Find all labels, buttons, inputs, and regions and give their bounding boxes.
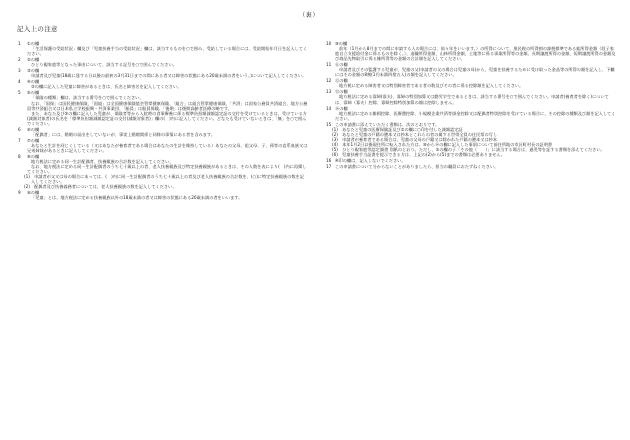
note-subitem: (2) 配偶者及び扶養義務者については、老人扶養親族の数を記入してください。 bbox=[24, 184, 177, 190]
note-subitem: (5) ひとり親家庭等認定調書 別紙のとおり。ただし、②の欄の子「その他（ ）」に該当する場合は、過児等を証する書類を添えてください。 bbox=[332, 146, 605, 152]
note-item bbox=[326, 41, 616, 62]
note-heading: ⑭の欄 bbox=[335, 105, 348, 111]
note-item bbox=[326, 106, 616, 122]
note-heading: この申請書について分からないことがありましたら、担当の職員におたずねください。 bbox=[335, 164, 499, 170]
note-heading: ⑩の欄 bbox=[335, 41, 348, 46]
note-number: 7 bbox=[18, 137, 21, 143]
note-paragraph: 前年（1月から8月までの間に申請する人の場合には、前々年をいいます。）の所得について、黒民税の所得割の課税標準である総所得金額（段子家庭自立支援給付金に係るものを除く。）、退職所得金額、山林所得金額、土地等に係る事業所得等の金額、長期譲渡所得の金額、短期譲渡所得の金額及び商品先物取引に係る雑所得等の金額の合計額を記入してください。 bbox=[335, 46, 616, 62]
note-heading: ※印の欄は、記入しないでください。 bbox=[335, 158, 406, 164]
note-paragraph: なお、地方税法に定める同一生計配偶者のうち七十歳以上の者、老人扶養親族及び特定扶養親族があるときは、その人数を表により( )内に再掲してください。 bbox=[27, 164, 307, 175]
note-paragraph: また、あなた及び③の欄に記入した児童が、保険者等から入院時の食事療養に係る標準負担額減額認定証の交付を受けているときは、受けている方(減額対象者)の氏名を「標準負担額減額認定証の交付(減額対象者)」欄の( )内に記入してください。どなたも受けていないときは、「無」を○で囲んでください。 bbox=[27, 110, 307, 126]
note-number: 1 bbox=[18, 41, 21, 46]
note-item bbox=[18, 90, 308, 126]
note-heading: ⑪の欄 bbox=[335, 62, 348, 68]
note-number: 8 bbox=[18, 153, 21, 159]
note-paragraph: 地方税に定める障害者又は特別障害者である者の数及びその者に係る控除額を記入してください。 bbox=[339, 83, 524, 89]
note-heading: ⑦の欄 bbox=[27, 137, 40, 143]
note-heading: ①の欄 bbox=[27, 41, 40, 46]
note-number: 16 bbox=[326, 158, 332, 164]
note-item bbox=[18, 190, 308, 201]
note-number: 5 bbox=[18, 90, 21, 96]
note-number: 13 bbox=[326, 89, 332, 95]
note-number: 3 bbox=[18, 68, 21, 74]
note-number: 9 bbox=[18, 190, 21, 196]
note-item bbox=[18, 154, 308, 190]
note-number: 4 bbox=[18, 79, 21, 85]
page-side-label: （裏） bbox=[299, 12, 320, 19]
note-heading: ⑥の欄 bbox=[27, 126, 40, 132]
note-paragraph: ひとり親家庭等となった事由について、該当する記号を○で囲んでください。 bbox=[31, 62, 177, 68]
note-number: 6 bbox=[18, 126, 21, 132]
note-paragraph: 地方税法に定める同一生計配偶者、扶養親族の合計数を記入してください。 bbox=[31, 159, 174, 165]
note-paragraph: 「児童」とは、地方税法に定める扶養親族以外の18歳未満の者又は障害の状態にある20歳未満の者をいいます。 bbox=[31, 195, 243, 201]
note-heading: ③の欄 bbox=[27, 68, 40, 74]
note-item bbox=[326, 164, 616, 170]
note-paragraph: 「保険の種類」欄は、該当する番号を○で囲んでください。 bbox=[31, 95, 144, 101]
note-number: 14 bbox=[326, 105, 332, 111]
note-number: 12 bbox=[326, 78, 332, 84]
page-title: 記入上の注意 bbox=[17, 25, 58, 33]
note-paragraph: 地方税法に定める寡婦(寡夫)、寡婦の特別加算又は勤労学生であるときは、該当する番号を○で囲んでください。申請者(養育者を除く)については、寡婦（寡夫）控除、寡婦控除特別加算の額は控除しません。 bbox=[335, 94, 609, 105]
note-heading: ⑫の欄 bbox=[335, 78, 348, 84]
note-item bbox=[18, 68, 308, 79]
note-number: 2 bbox=[18, 57, 21, 63]
note-number: 17 bbox=[326, 164, 332, 170]
note-heading: ⑨の欄 bbox=[27, 190, 40, 196]
note-item bbox=[18, 138, 308, 154]
note-paragraph: 申請者及びその監護する児童が、児童の父(申請者の父の場合は児童の母)から、児童を扶養するために受け取った金品等の所得の額を記入し、下欄にはその金額の8割(1円未満四捨五入)の額を記入してください。 bbox=[335, 67, 615, 78]
note-heading: この申請書に添えていただく書類は、次のとおりです。 bbox=[335, 121, 440, 127]
note-paragraph: なお、「国保」は国民健康保険、「国組」は全国健康保険協会管掌健康保険、「組合」は組合管掌健康保険、「共済」は国家公務員共済組合、地方公務員等共済組合又は日本私立学校振興・共済事業団、「船員」は船員保険、「後期」は後期高齢者医療の略です。 bbox=[27, 100, 308, 111]
note-item bbox=[326, 78, 616, 89]
note-heading: ②の欄 bbox=[27, 57, 40, 63]
note-subitem: (1) あなたと児童の医療保険証及び②の欄に○印を付した減額認定証 bbox=[332, 126, 463, 132]
note-subitem: (3) 申請者が養育者である場合は、児童の父母の戸籍又は除かれた戸籍の謄本又は抄本 bbox=[332, 136, 498, 142]
note-number: 10 bbox=[326, 41, 332, 46]
left-column bbox=[18, 41, 308, 201]
right-column bbox=[326, 41, 616, 170]
note-paragraph: あなたと生計を同じくしている（又はあなたが養育者である場合はあなたの生計を維持している）あなたの父母、祖父母、子、孫等の直系血族又は兄弟姉妹があるときに記入してください。 bbox=[27, 142, 308, 153]
note-item bbox=[18, 41, 308, 57]
note-heading: ⑬の欄 bbox=[335, 89, 348, 95]
note-item bbox=[326, 89, 616, 105]
note-paragraph: 「配偶者」には、婚姻の届出をしていないが、事実上婚姻関係と同様の事情にある者を含みます。 bbox=[31, 131, 215, 137]
note-heading: ⑤の欄 bbox=[27, 90, 40, 96]
note-paragraph: 「生活保護の受給状況」欄及び「児童扶養手当の受給状況」欄は、該当するものを○で囲み、受給している場合には、受給開始年月日を記入してください。 bbox=[27, 46, 308, 57]
note-item bbox=[18, 79, 308, 90]
note-heading: ④の欄 bbox=[27, 79, 40, 85]
note-subitem: (4) 本年1月2日以後現住所に転入された方は、⑩から⑭の欄に記入した事項について前住所地の市区町村長の証明書 bbox=[332, 141, 553, 147]
note-item bbox=[326, 62, 616, 78]
note-heading: ⑧の欄 bbox=[27, 153, 40, 159]
note-subitem: (6) 児童扶養手当証書を提示できる方は、上記の(2)から(5)までの書類は必要ありません。 bbox=[332, 151, 505, 157]
note-number: 11 bbox=[326, 62, 332, 68]
note-item bbox=[18, 57, 308, 68]
note-subitem: (1) 申請者が父又は母の場合にあっては、( )内に同一生計配偶者のうち七十歳以上の者及び老人扶養親族の合計数を、(○)に特定扶養親族の数を記入してください。 bbox=[24, 174, 304, 185]
note-subitem: (2) あなたと児童の戸籍の謄本又は抄本とこれらの者の属する世帯全員の住民票の写し bbox=[332, 131, 498, 137]
note-item bbox=[326, 122, 616, 158]
note-item bbox=[18, 127, 308, 138]
note-paragraph: 地方税法に定める雑損控除、医療費控除、小規模企業共済等掛金控除又は配偶者特別控除を受けている場合に、その控除の種類及び額を記入してください。 bbox=[335, 110, 616, 121]
note-number: 15 bbox=[326, 121, 332, 127]
note-paragraph: ③の欄に記入した児童に障害があるときは、氏名と障害名を記入してください。 bbox=[31, 84, 182, 90]
note-paragraph: 申請者及び児童(18歳に達する日以後の最初の3月31日までの間にある者又は障害の状態にある20歳未満の者をいう。)について記入してください。 bbox=[31, 73, 307, 79]
